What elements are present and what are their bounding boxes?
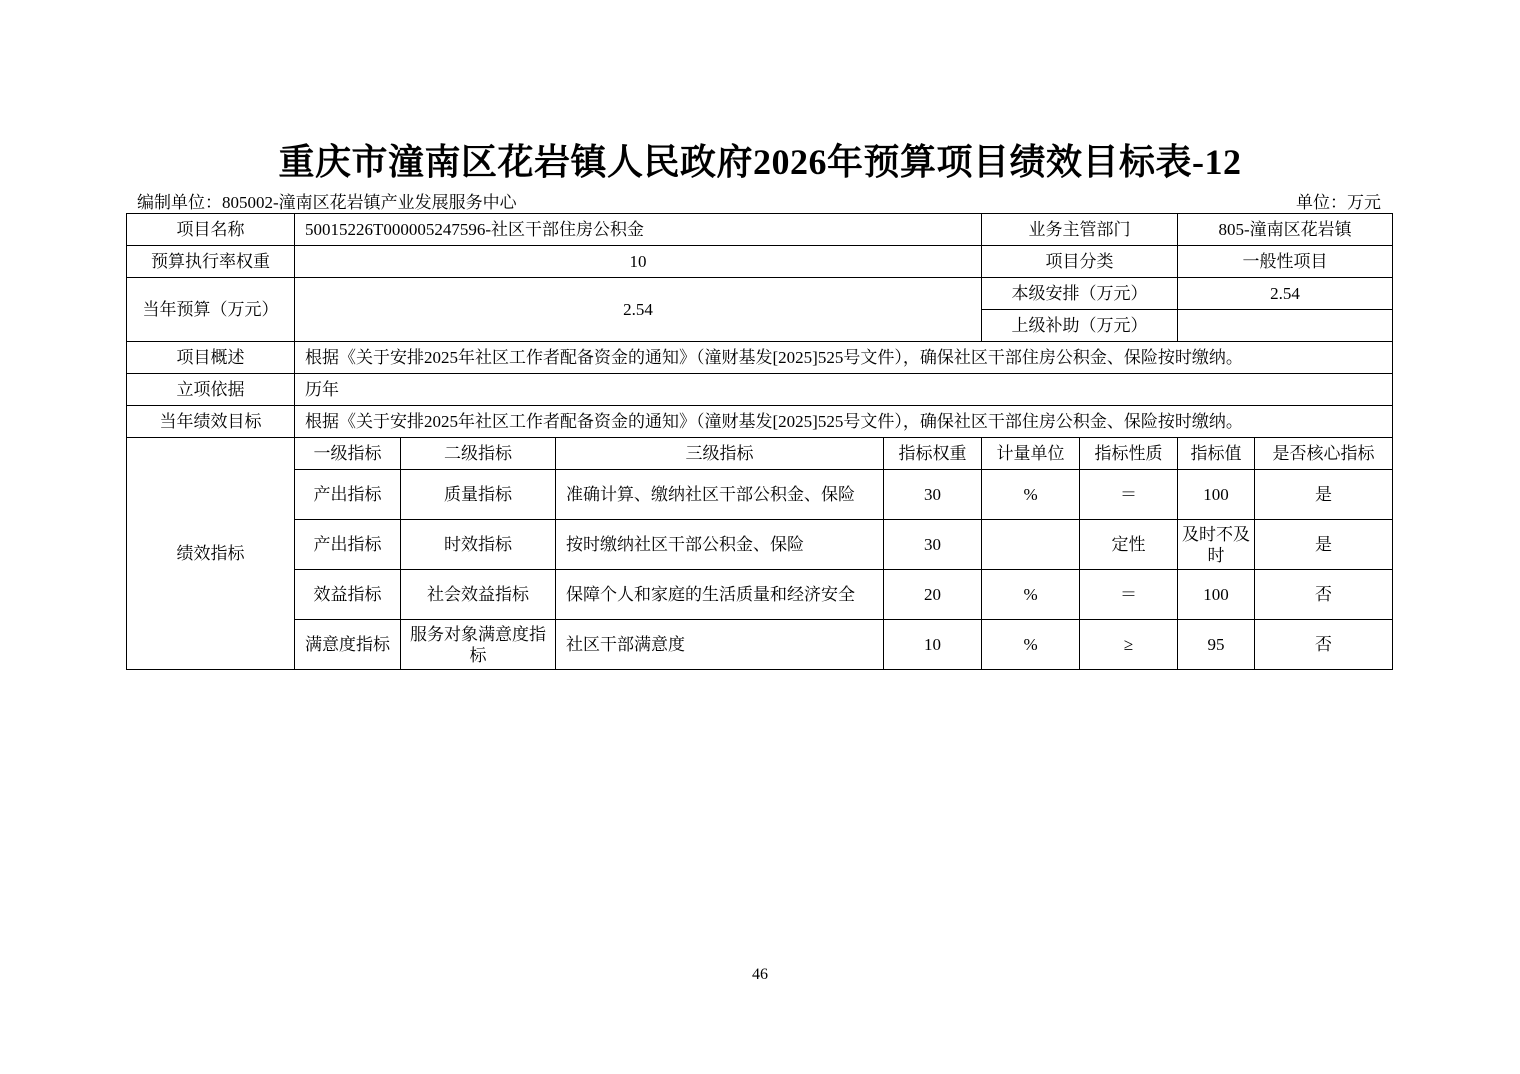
header-level3: 三级指标: [556, 438, 884, 470]
project-name-value: 50015226T000005247596-社区干部住房公积金: [295, 214, 982, 246]
header-nature: 指标性质: [1080, 438, 1178, 470]
category-value: 一般性项目: [1178, 246, 1393, 278]
weight-label: 预算执行率权重: [127, 246, 295, 278]
header-core: 是否核心指标: [1255, 438, 1393, 470]
header-value: 指标值: [1178, 438, 1255, 470]
indicators-section-label: 绩效指标: [127, 438, 295, 670]
project-name-label: 项目名称: [127, 214, 295, 246]
row-level3: 按时缴纳社区干部公积金、保险: [556, 520, 884, 570]
basis-label: 立项依据: [127, 374, 295, 406]
basis-value: 历年: [295, 374, 1393, 406]
row-nature: ＝: [1080, 470, 1178, 520]
upper-label: 上级补助（万元）: [982, 310, 1178, 342]
page-title: 重庆市潼南区花岩镇人民政府2026年预算项目绩效目标表-12: [278, 142, 1242, 182]
row-core: 是: [1255, 470, 1393, 520]
table-row: [127, 620, 1393, 670]
row-weight: 30: [884, 470, 982, 520]
row-level1: 产出指标: [295, 520, 401, 570]
row-weight: 10: [884, 620, 982, 670]
row-level2: 社会效益指标: [401, 570, 556, 620]
budget-value: 2.54: [295, 278, 982, 342]
row-nature: 定性: [1080, 520, 1178, 570]
row-unit: %: [982, 570, 1080, 620]
goal-value: 根据《关于安排2025年社区工作者配备资金的通知》（潼财基发[2025]525号文件），确保社区干部住房公积金、保险按时缴纳。: [295, 406, 1393, 438]
page-number: 46: [752, 966, 768, 983]
row-level2: 时效指标: [401, 520, 556, 570]
budget-label: 当年预算（万元）: [127, 278, 295, 342]
row-level1: 满意度指标: [295, 620, 401, 670]
dept-value: 805-潼南区花岩镇: [1178, 214, 1393, 246]
weight-value: 10: [295, 246, 982, 278]
row-level3: 准确计算、缴纳社区干部公积金、保险: [556, 470, 884, 520]
upper-value: [1178, 310, 1393, 342]
category-label: 项目分类: [982, 246, 1178, 278]
row-unit: %: [982, 470, 1080, 520]
header-unit: 计量单位: [982, 438, 1080, 470]
row-level1: 效益指标: [295, 570, 401, 620]
row-value: 100: [1178, 470, 1255, 520]
row-core: 否: [1255, 570, 1393, 620]
row-core: 否: [1255, 620, 1393, 670]
row-value: 95: [1178, 620, 1255, 670]
row-level2: 服务对象满意度指标: [401, 620, 556, 670]
header-level2: 二级指标: [401, 438, 556, 470]
row-level3: 社区干部满意度: [556, 620, 884, 670]
table-row: [127, 570, 1393, 620]
row-weight: 30: [884, 520, 982, 570]
table-row: [127, 520, 1393, 570]
header-level1: 一级指标: [295, 438, 401, 470]
row-value: 及时不及时: [1178, 520, 1255, 570]
row-unit: [982, 520, 1080, 570]
dept-label: 业务主管部门: [982, 214, 1178, 246]
row-unit: %: [982, 620, 1080, 670]
row-level3: 保障个人和家庭的生活质量和经济安全: [556, 570, 884, 620]
row-value: 100: [1178, 570, 1255, 620]
local-value: 2.54: [1178, 278, 1393, 310]
row-weight: 20: [884, 570, 982, 620]
table-row: [127, 470, 1393, 520]
goal-label: 当年绩效目标: [127, 406, 295, 438]
header-weight: 指标权重: [884, 438, 982, 470]
row-nature: ＝: [1080, 570, 1178, 620]
local-label: 本级安排（万元）: [982, 278, 1178, 310]
currency-unit: 单位：万元: [1296, 193, 1381, 212]
row-level1: 产出指标: [295, 470, 401, 520]
compiling-unit: 编制单位：805002-潼南区花岩镇产业发展服务中心: [137, 193, 517, 212]
row-nature: ≥: [1080, 620, 1178, 670]
overview-value: 根据《关于安排2025年社区工作者配备资金的通知》（潼财基发[2025]525号文件），确保社区干部住房公积金、保险按时缴纳。: [295, 342, 1393, 374]
row-core: 是: [1255, 520, 1393, 570]
performance-table: [126, 213, 1393, 670]
overview-label: 项目概述: [127, 342, 295, 374]
row-level2: 质量指标: [401, 470, 556, 520]
